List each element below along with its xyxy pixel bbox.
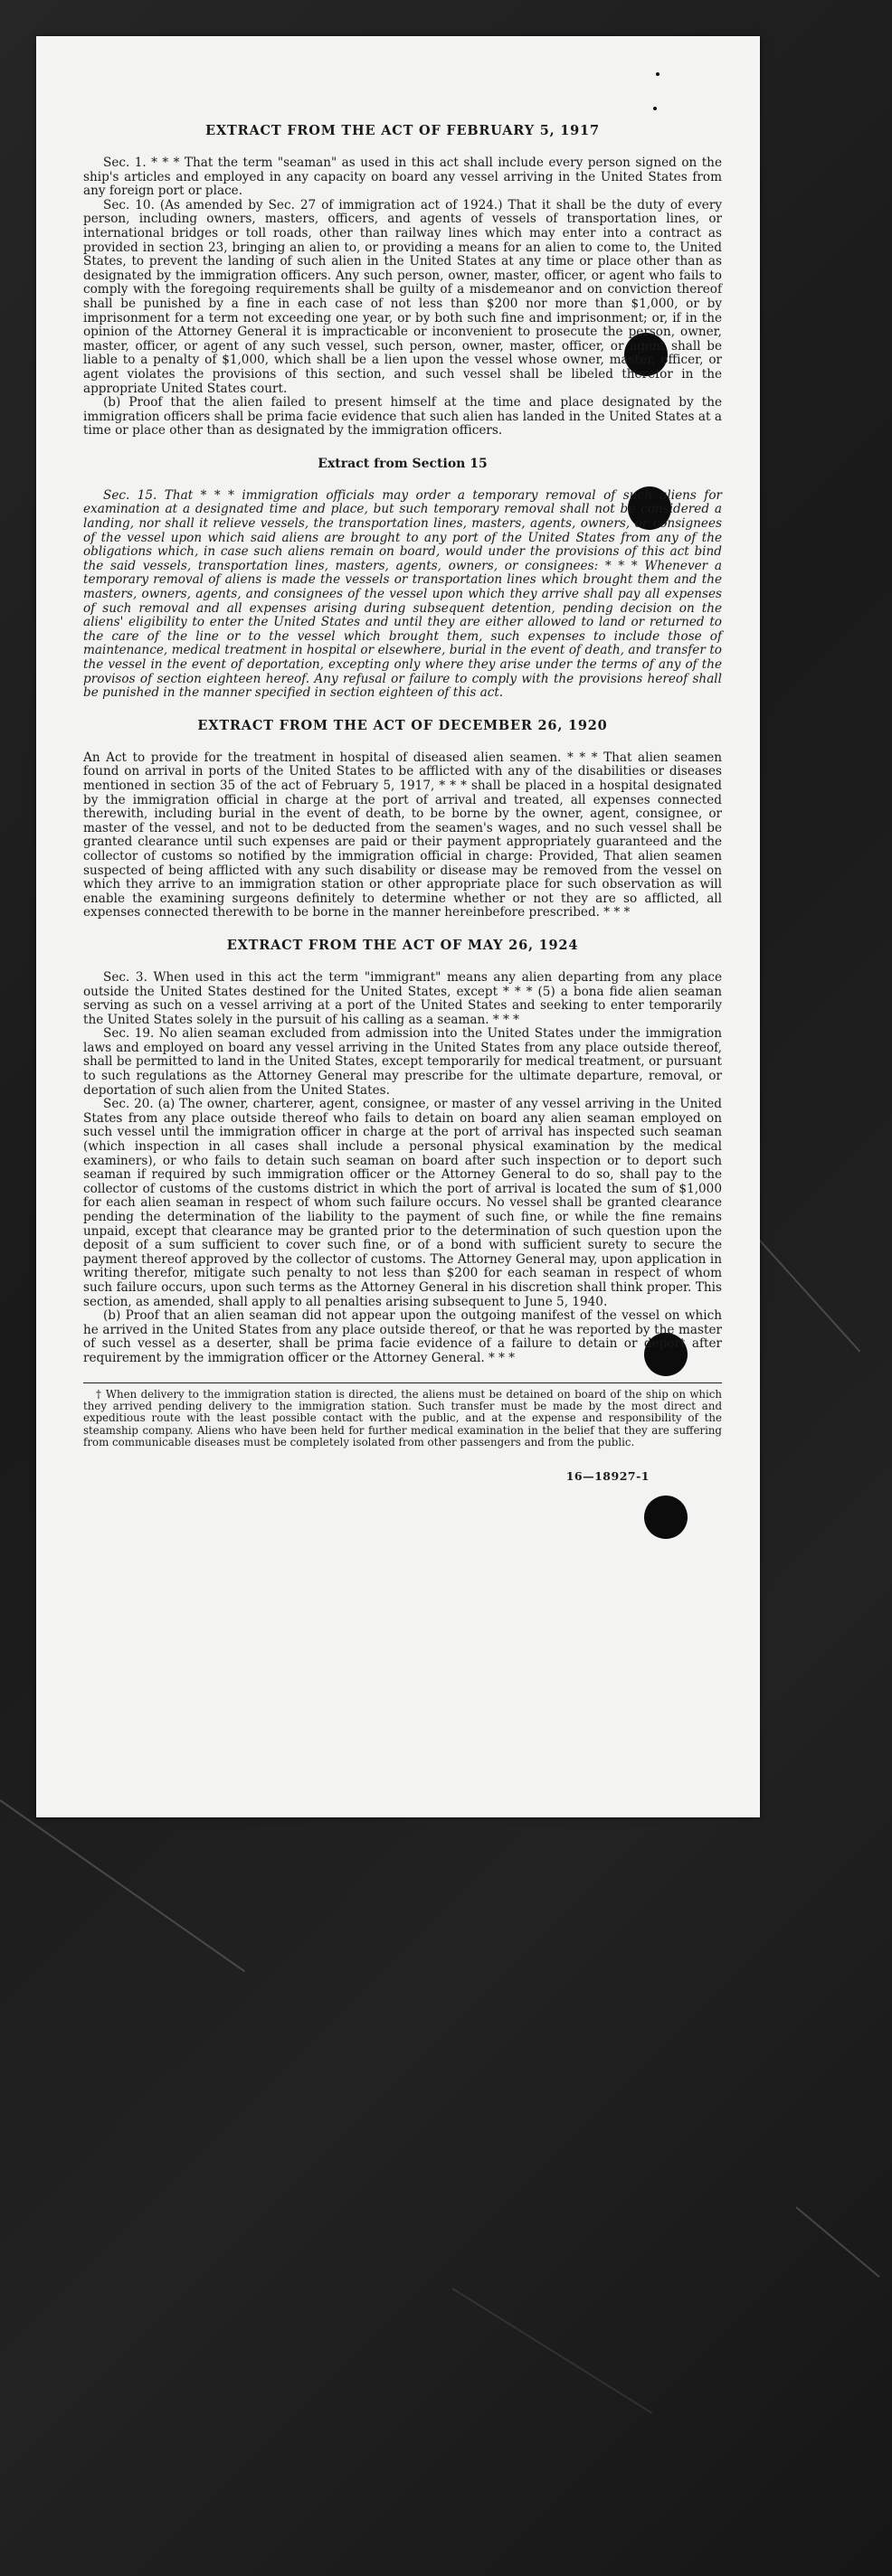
subheading-section-15: Extract from Section 15: [318, 456, 488, 471]
punch-hole: [644, 1496, 688, 1539]
heading-act-1924: EXTRACT FROM THE ACT OF MAY 26, 1924: [226, 937, 579, 953]
speck: [653, 107, 657, 110]
speck: [656, 72, 660, 76]
section-1-paragraph: Sec. 1. * * * That the term "seaman" as used in this act shall include every person signed on the ship's articles and employed in any capacity on board any vessel arriving in the United States from any foreign port or place.: [83, 156, 722, 199]
document-page: [36, 36, 760, 1817]
form-number: 16—18927-1: [565, 1468, 650, 1483]
heading-act-1920: EXTRACT FROM THE ACT OF DECEMBER 26, 1920: [197, 717, 608, 733]
document-body: [83, 122, 722, 1483]
section-3-paragraph: Sec. 3. When used in this act the term "immigrant" means any alien departing from any place outside the United States destined for the United States, except * * * (5) a bona fide alien seaman serving as such on a vessel arriving at a port of the United States and seeking to enter temporarily the United States solely in the pursuit of his calling as a seaman. * * *: [83, 969, 722, 1027]
section-10b-paragraph: (b) Proof that the alien failed to present himself at the time and place designated by the immigration officers shall be prima facie evidence that such alien has landed in the United States at a time or place other than as designated by the immigration officers.: [83, 395, 722, 439]
act-1920-paragraph: An Act to provide for the treatment in hospital of diseased alien seamen. * * * That alien seamen found on arrival in ports of the United States to be afflicted with any of the disabilities or diseases mentioned in section 35 of the act of February 5, 1917, * * * shall be placed in a hospital designated by the immigration official in charge at the port of arrival and treated, all expenses connected therewith, including burial in the event of death, to be borne by the owner, agent, consignee, or master of the vessel, and not to be deducted from the seamen's wages, and no such vessel shall be granted clearance until such expenses are paid or their payment appropriately guaranteed and the collector of customs so notified by the immigration official in charge: Provided, That alien seamen suspected of being afflicted with any such disability or disease may be removed from the vessel on which they arrive to an immigration station or other appropriate place for such observation as will enable the examining surgeons definitely to determine whether or not they are so afflicted, all expenses connected therewith to be borne in the manner hereinbefore prescribed. * * *: [83, 750, 722, 920]
section-20b-paragraph: (b) Proof that an alien seaman did not appear upon the outgoing manifest of the vessel on which he arrived in the United States from any place outside thereof, or that he was reported by the master of such vessel as a deserter, shall be prima facie evidence of a failure to detain or deport after requirement by the immigration officer or the Attorney General. * * *: [83, 1308, 722, 1365]
section-15-paragraph: Sec. 15. That * * * immigration officials may order a temporary removal of such aliens for examination at a designated time and place, but such temporary removal shall not be considered a landing, nor shall it relieve vessels, the transportation lines, masters, agents, owners, or consignees of the vessel upon which said aliens are brought to any port of the United States from any of the obligations which, in case such aliens remain on board, would under the provisions of this act bind the said vessels, transportation lines, masters, agents, owners, or consignees: * * * Whenever a temporary removal of aliens is made the vessels or transportation lines which brought them and the masters, owners, agents, and consignees of the vessel upon which they arrive shall pay all expenses of such removal and all expenses arising during subsequent detention, pending decision on the aliens' eligibility to enter the United States and until they are either allowed to land or returned to the care of the line or to the vessel which brought them, such expenses to include those of maintenance, medical treatment in hospital or elsewhere, burial in the event of death, and transfer to the vessel in the event of deportation, excepting only where they arise under the terms of any of the provisos of section eighteen hereof. Any refusal or failure to comply with the provisions hereof shall be punished in the manner specified in section eighteen of this act.: [83, 487, 722, 701]
section-10-paragraph: Sec. 10. (As amended by Sec. 27 of immigration act of 1924.) That it shall be the duty of every person, including owners, masters, officers, and agents of vessels of transportation lines, or international bridges or toll roads, other than railway lines which may enter into a contract as provided in section 23, bringing an alien to, or providing a means for an alien to come to, the United States, to prevent the landing of such alien in the United States at any time or place other than as designated by the immigration officers. Any such person, owner, master, officer, or agent who fails to comply with the foregoing requirements shall be guilty of a misdemeanor and on conviction thereof shall be punished by a fine in each case of not less than $200 nor more than $1,000, or by imprisonment for a term not exceeding one year, or by both such fine and imprisonment; or, if in the opinion of the Attorney General it is impracticable or inconvenient to prosecute the person, owner, master, officer, or agent of any such vessel, such person, owner, master, officer, or agent shall be liable to a penalty of $1,000, which shall be a lien upon the vessel whose owner, master, officer, or agent violates the provisions of this section, and such vessel shall be libeled therefor in the appropriate United States court.: [83, 197, 722, 396]
heading-act-1917: EXTRACT FROM THE ACT OF FEBRUARY 5, 1917: [205, 123, 600, 138]
section-20a-paragraph: Sec. 20. (a) The owner, charterer, agent, consignee, or master of any vessel arriving in the United States from any place outside thereof who fails to detain on board any alien seaman employed on such vessel until the immigration officer in charge at the port of arrival has inspected such seaman (which inspection in all cases shall include a personal physical examination by the medical examiners), or who fails to detain such seaman on board after such inspection or to deport such seaman if required by such immigration officer or the Attorney General to do so, shall pay to the collector of customs of the customs district in which the port of arrival is located the sum of $1,000 for each alien seaman in respect of whom such failure occurs. No vessel shall be granted clearance pending the determination of the liability to the payment of such fine, or while the fine remains unpaid, except that clearance may be granted prior to the determination of such question upon the deposit of a sum sufficient to cover such fine, or of a bond with sufficient surety to secure the payment thereof approved by the collector of customs. The Attorney General may, upon application in writing therefor, mitigate such penalty to not less than $200 for each seaman in respect of whom such failure occurs, upon such terms as the Attorney General in his discretion shall think proper. This section, as amended, shall apply to all penalties arising subsequent to June 5, 1940.: [83, 1097, 722, 1309]
section-19-paragraph: Sec. 19. No alien seaman excluded from admission into the United States under the immigration laws and employed on board any vessel arriving in the United States from any place outside thereof, shall be permitted to land in the United States, except temporarily for medical treatment, or pursuant to such regulations as the Attorney General may prescribe for the ultimate departure, removal, or deportation of such alien from the United States.: [83, 1026, 722, 1098]
footnote: † When delivery to the immigration station is directed, the aliens must be detained on board of the ship on which they arrived pending delivery to the immigration station. Such transfer must be made by the most direct and expeditious route with the least possible contact with the public, and at the expense and responsibility of the steamship company. Aliens who have been held for further medical examination in the belief that they are suffering from communicable diseases must be completely isolated from other passengers and from the public.: [83, 1387, 722, 1449]
